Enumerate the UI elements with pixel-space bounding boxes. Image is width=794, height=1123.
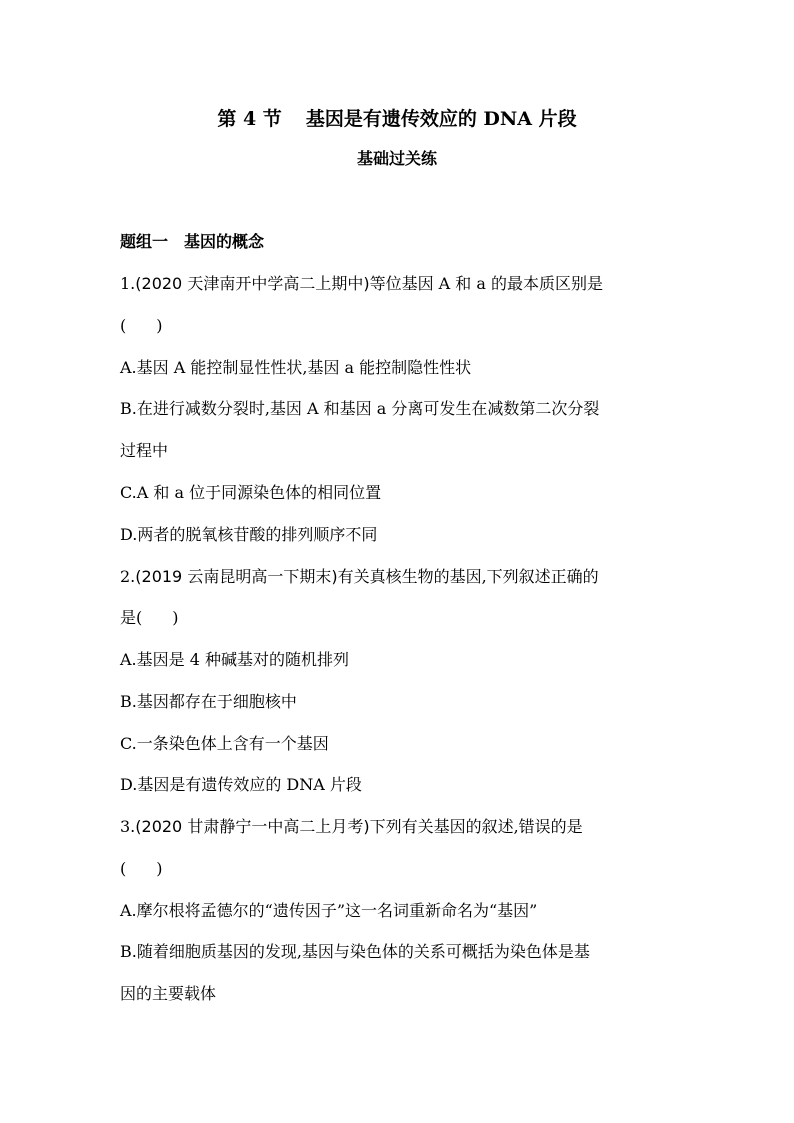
option-b: B.随着细胞质基因的发现,基因与染色体的关系可概括为染色体是基 (120, 942, 590, 961)
option-b-continued: 因的主要载体 (120, 984, 217, 1003)
section-title (0, 106, 794, 132)
question-group-heading (120, 231, 724, 253)
question-source: (2020 甘肃静宁一中高二上月考) (135, 817, 370, 836)
option-b-continued: 过程中 (120, 441, 169, 460)
option-c: C.一条染色体上含有一个基因 (120, 734, 329, 753)
answer-blank: ( ) (120, 859, 163, 878)
option-a: A.基因 A 能控制显性性状,基因 a 能控制隐性性状 (120, 358, 472, 377)
section-number: 第 4 节 (217, 108, 282, 130)
section-topic: 基因是有遗传效应的 DNA 片段 (305, 108, 577, 130)
question-text: 等位基因 A 和 a 的最本质区别是 (369, 274, 604, 293)
question-2-stem-continued: 是( ) (120, 608, 179, 627)
exercise-level-heading: 基础过关练 (356, 149, 437, 168)
question-3-stem (120, 816, 724, 838)
answer-blank: ( ) (120, 316, 163, 335)
question-source: (2020 天津南开中学高二上期中) (135, 274, 370, 293)
question-number: 3. (120, 817, 136, 836)
question-number: 2. (120, 567, 136, 586)
question-2-stem (120, 566, 724, 588)
option-d: D.两者的脱氧核苷酸的排列顺序不同 (120, 525, 378, 544)
question-text: 有关真核生物的基因,下列叙述正确的 (337, 567, 599, 586)
option-a: A.基因是 4 种碱基对的随机排列 (120, 650, 349, 669)
question-1-stem (120, 273, 724, 295)
question-number: 1. (120, 274, 136, 293)
question-source: (2019 云南昆明高一下期末) (135, 567, 338, 586)
group-label: 题组一 (120, 232, 169, 251)
question-text: 下列有关基因的叙述,错误的是 (369, 817, 583, 836)
option-c: C.A 和 a 位于同源染色体的相同位置 (120, 483, 382, 502)
group-name: 基因的概念 (184, 232, 265, 251)
option-d: D.基因是有遗传效应的 DNA 片段 (120, 775, 362, 794)
option-b: B.基因都存在于细胞核中 (120, 692, 297, 711)
option-a: A.摩尔根将孟德尔的“遗传因子”这一名词重新命名为“基因” (120, 901, 538, 920)
option-b: B.在进行减数分裂时,基因 A 和基因 a 分离可发生在减数第二次分裂 (120, 399, 600, 418)
